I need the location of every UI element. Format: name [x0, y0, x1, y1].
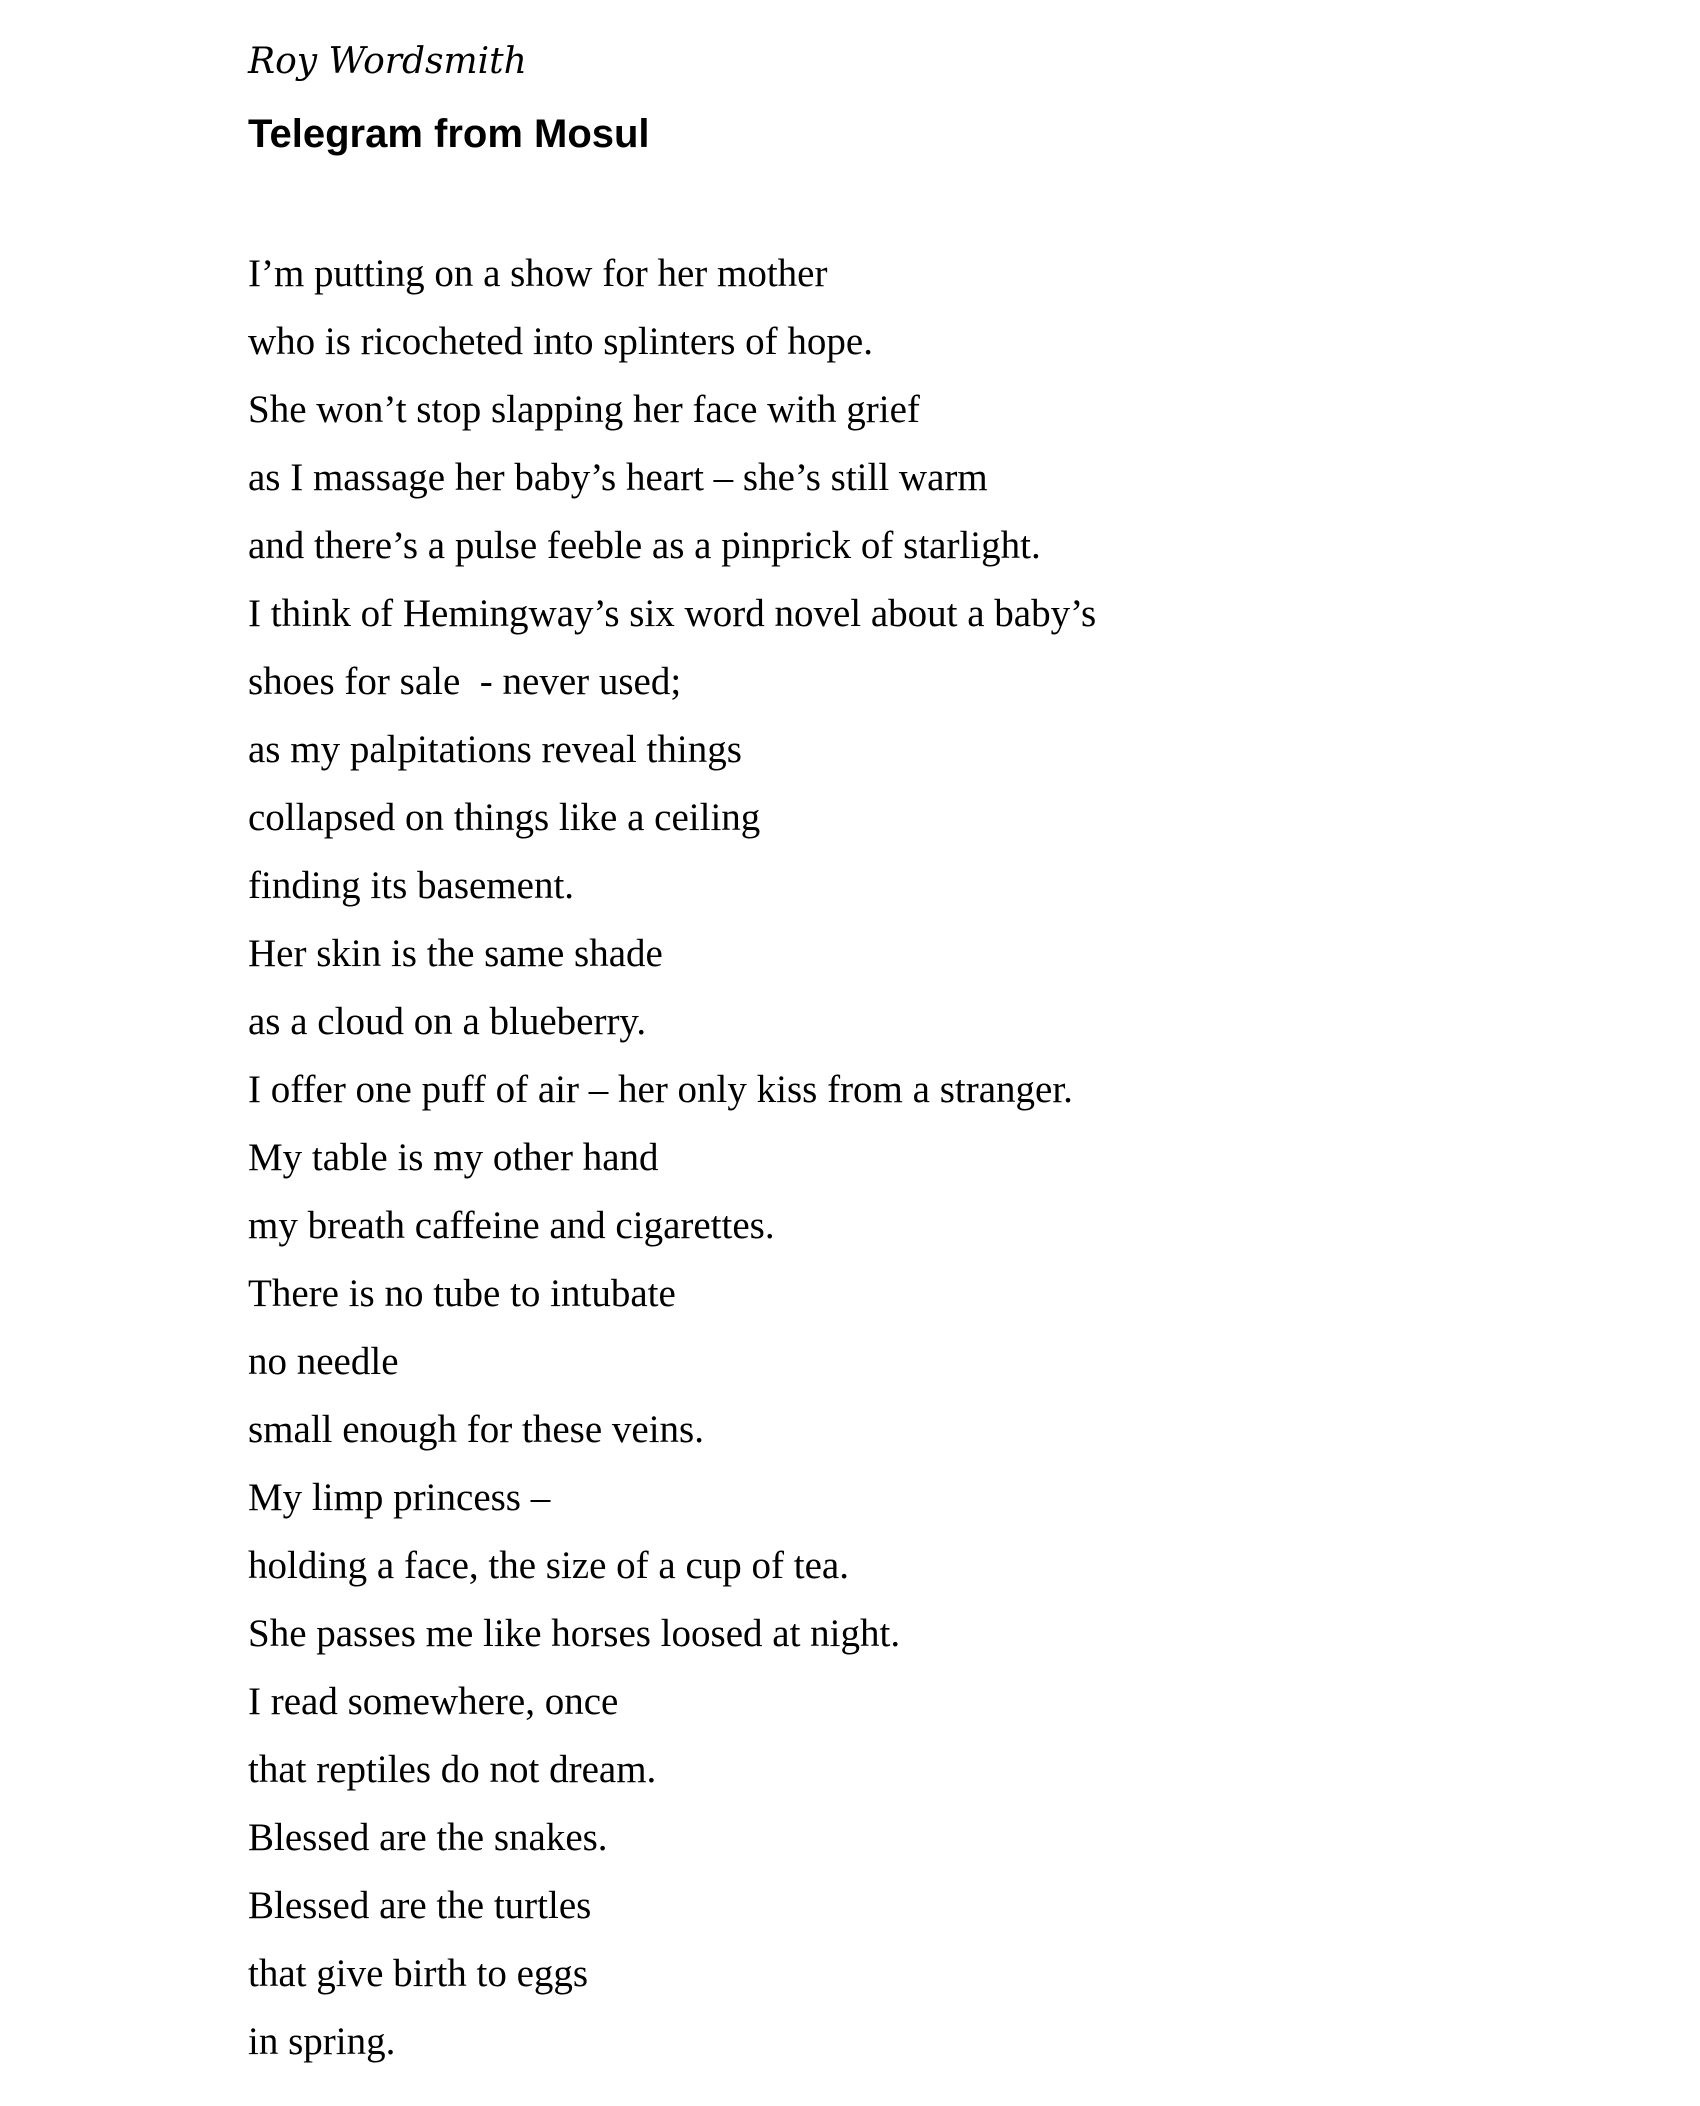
poem-line: small enough for these veins. — [248, 1408, 704, 1451]
poem-line: no needle — [248, 1340, 399, 1383]
poem-line: My table is my other hand — [248, 1136, 659, 1179]
poem-line: She passes me like horses loosed at night. — [248, 1612, 901, 1655]
poem-line: and there’s a pulse feeble as a pinprick of starlight. — [248, 524, 1041, 567]
poem-line: in spring. — [248, 2020, 396, 2063]
poem-line: who is ricocheted into splinters of hope. — [248, 320, 873, 363]
poem-line: finding its basement. — [248, 864, 575, 907]
poem-line: Her skin is the same shade — [248, 932, 663, 975]
poem-body — [248, 240, 1096, 2076]
poem-line: I’m putting on a show for her mother — [248, 252, 828, 295]
poem-line: My limp princess – — [248, 1476, 551, 1519]
poem-line: I read somewhere, once — [248, 1680, 619, 1723]
poem-line: as I massage her baby’s heart – she’s still warm — [248, 456, 988, 499]
poem-line: Blessed are the turtles — [248, 1884, 592, 1927]
poem-title: Telegram from Mosul — [248, 112, 650, 156]
poem-line: my breath caffeine and cigarettes. — [248, 1204, 775, 1247]
poem-line: There is no tube to intubate — [248, 1272, 676, 1315]
poem-line: She won’t stop slapping her face with grief — [248, 388, 920, 431]
poem-line: Blessed are the snakes. — [248, 1816, 608, 1859]
poem-line: I think of Hemingway’s six word novel about a baby’s — [248, 592, 1097, 635]
poem-line: that reptiles do not dream. — [248, 1748, 657, 1791]
poem-line: shoes for sale - never used; — [248, 660, 682, 703]
poem-line: I offer one puff of air – her only kiss from a stranger. — [248, 1068, 1073, 1111]
author-name: Roy Wordsmith — [248, 41, 527, 82]
poem-line: holding a face, the size of a cup of tea. — [248, 1544, 849, 1587]
poem-line: as my palpitations reveal things — [248, 728, 742, 771]
poem-line: collapsed on things like a ceiling — [248, 796, 761, 839]
poem-line: that give birth to eggs — [248, 1952, 589, 1995]
poem-line: as a cloud on a blueberry. — [248, 1000, 647, 1043]
